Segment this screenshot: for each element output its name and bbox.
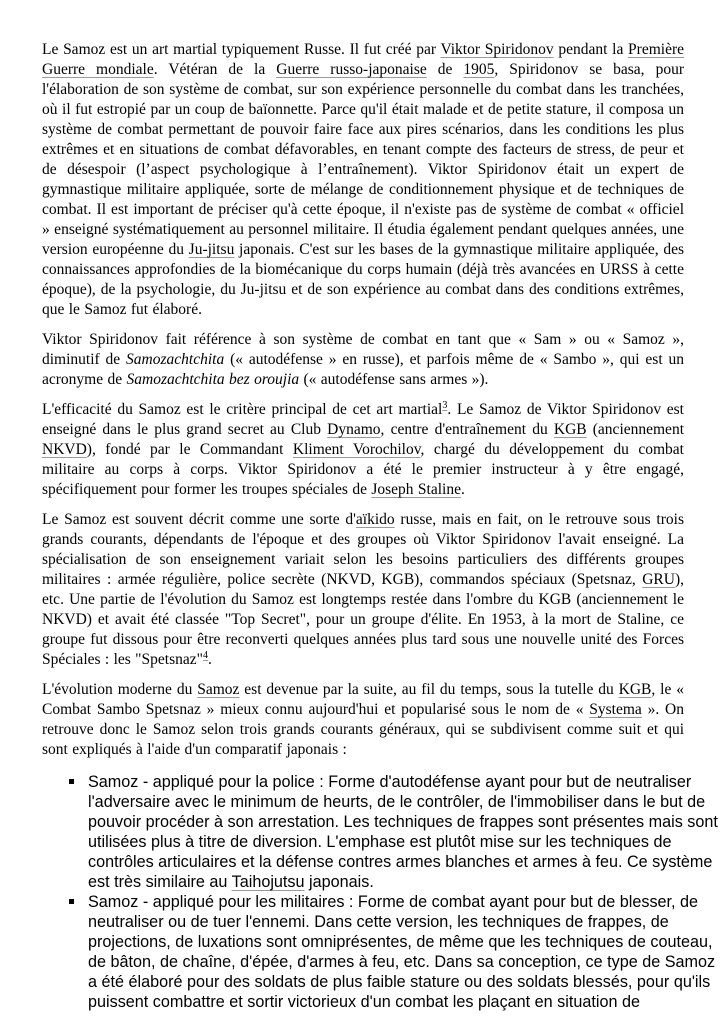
text-run: (anciennement xyxy=(586,421,684,438)
inline-link[interactable]: Taihojutsu xyxy=(231,873,305,891)
text-run: , centre d'entraînement du xyxy=(380,421,554,438)
inline-link[interactable]: Dynamo xyxy=(327,421,381,438)
paragraph xyxy=(42,510,684,670)
article-body xyxy=(42,40,718,1012)
text-run: . Vétéran de la xyxy=(153,61,277,78)
text-run: Viktor Spiridonov fait référence à son système de combat en tant que « Sam » ou « Samoz », diminutif de xyxy=(42,331,684,368)
text-run: , le « Combat Sambo Spetsnaz » mieux connu aujourd'hui et popularisé sous le nom de « xyxy=(42,681,685,718)
text-run: Samoz - appliqué pour les militaires : Forme de combat ayant pour but de blesser, de neutraliser ou de tuer l'ennemi. Dans cette version, les techniques de frappes, de projections, de luxations sont omniprésentes, de même que les techniques de couteau, de bâton, de chaîne, d'épée, d'armes à feu, etc. Dans sa conception, ce type de Samoz a été élaboré pour des soldats de plus faible stature ou des soldats blessés, pour qu'ils puissent combattre et sortir victorieux d'un combat les plaçant en situation de xyxy=(88,893,716,1011)
inline-link[interactable]: KGB xyxy=(618,681,652,698)
paragraph xyxy=(42,330,684,390)
inline-link[interactable]: Ju-jitsu xyxy=(188,241,235,258)
bullet-square-icon xyxy=(69,779,74,784)
text-run: Samoz - appliqué pour la police : Forme d'autodéfense ayant pour but de neutraliser l'adversaire avec le minimum de heurts, de le contrôler, de l'immobiliser dans le but de pouvoir procéder à son arrestation. Les techniques de frappes sont présentes mais sont utilisées plus à titre de diversion. L'emphase est plutôt mise sur les techniques de contrôles articulaires et la défense contres armes blanches et armes à feu. Ce système est très similaire au xyxy=(88,773,718,891)
text-run: Le Samoz est souvent décrit comme une sorte d' xyxy=(42,511,356,528)
text-run: Le Samoz est un art martial typiquement Russe. Il fut créé par xyxy=(42,41,441,58)
list-item xyxy=(68,892,718,1012)
inline-link[interactable]: Joseph Staline xyxy=(371,481,461,498)
paragraph xyxy=(42,400,684,500)
text-run: . Le Samoz de Viktor Spiridonov est enseigné dans le plus grand secret au Club xyxy=(42,401,684,438)
paragraph xyxy=(42,40,684,320)
inline-link[interactable]: KGB xyxy=(553,421,587,438)
inline-link[interactable]: Guerre russo-japonaise xyxy=(276,61,427,78)
text-run: japonais. C'est sur les bases de la gymnastique militaire appliquée, des connaissances approfondies de la biomécanique du corps humain (déjà très avancées en URSS à cette époque), de la psychologie, du Ju-jitsu et de son expérience au combat dans des conditions extrêmes, que le Samoz fut élaboré. xyxy=(42,241,684,318)
text-run: japonais. xyxy=(304,873,374,891)
text-run: de xyxy=(426,61,464,78)
italic-text: Samozachtchita bez oroujia xyxy=(126,371,300,388)
bullet-square-icon xyxy=(69,899,74,904)
reference-link[interactable]: 3 xyxy=(442,399,448,411)
text-run: russe, mais en fait, on le retrouve sous trois grands courants, dépendants de l'époque et des groupes où Viktor Spiridonov l'avait enseigné. La spécialisation de son enseignement variait selon les besoins particuliers des différents groupes militaires : armée régulière, police secrète (NKVD, KGB), commandos spéciaux (Spetsnaz, xyxy=(42,511,684,588)
inline-link[interactable]: aïkido xyxy=(355,511,395,528)
text-run: , Spiridonov se basa, pour l'élaboration de son système de combat, sur son expérience personnelle du combat dans les tranchées, où il fut estropié par un coup de baïonnette. Parce qu'il était malade et de petite stature, il composa un système de combat permettant de pouvoir faire face aux pires scénarios, dans les conditions les plus extrêmes et en situations de combat défavorables, en tenant compte des facteurs de stress, de peur et de désespoir (l’aspect psychologique à l’entraînement). Viktor Spiridonov était un expert de gymnastique militaire appliquée, sorte de mélange de conditionnement physique et de techniques de combat. Il est important de préciser qu'à cette époque, il n'existe pas de système de combat « officiel » enseigné systématiquement au personnel militaire. Il étudia également pendant quelques années, une version européenne du xyxy=(42,61,684,258)
inline-link[interactable]: 1905 xyxy=(463,61,495,78)
inline-link[interactable]: Samoz xyxy=(197,681,240,698)
inline-link[interactable]: Viktor Spiridonov xyxy=(440,41,554,58)
inline-link[interactable]: NKVD xyxy=(42,441,87,458)
list-item xyxy=(68,772,718,892)
paragraph xyxy=(42,680,684,760)
text-run: . xyxy=(460,481,465,498)
text-run: (« autodéfense sans armes »). xyxy=(299,371,489,388)
text-run: est devenue par la suite, au fil du temps, sous la tutelle du xyxy=(239,681,619,698)
text-run: ), etc. Une partie de l'évolution du Samoz est longtemps restée dans l'ombre du KGB (anciennement le NKVD) et avait été classée "Top Secret", pour un groupe d'élite. En 1953, à la mort de Staline, ce groupe fut dissous pour être reconverti quelques années plus tard sous une nouvelle unité des Forces Spéciales : les "Spetsnaz" xyxy=(42,571,684,668)
text-run: , chargé du développement du combat militaire au corps à corps. Viktor Spiridonov a été le premier instructeur à y être engagé, spécifiquement pour former les troupes spéciales de xyxy=(42,441,684,498)
inline-link[interactable]: Kliment Vorochilov xyxy=(292,441,421,458)
reference-link[interactable]: 4 xyxy=(202,649,208,661)
inline-link[interactable]: Systema xyxy=(589,701,642,718)
italic-text: Samozachtchita xyxy=(126,351,225,368)
text-run: pendant la xyxy=(553,41,629,58)
text-run: L'évolution moderne du xyxy=(42,681,198,698)
text-run: ». On retrouve donc le Samoz selon trois grands courants généraux, qui se subdivisent comme suit et qui sont expliqués à l'aide d'un comparatif japonais : xyxy=(42,701,684,758)
text-run: . xyxy=(207,651,212,668)
text-run: (« autodéfense » en russe), et parfois même de « Sambo », qui est un acronyme de xyxy=(42,351,684,388)
inline-link[interactable]: GRU xyxy=(642,571,675,588)
text-run: ), fondé par le Commandant xyxy=(86,441,293,458)
text-run: L'efficacité du Samoz est le critère principal de cet art martial xyxy=(42,401,443,418)
bullet-list xyxy=(42,772,718,1012)
inline-link[interactable]: Première Guerre mondiale xyxy=(42,41,684,78)
